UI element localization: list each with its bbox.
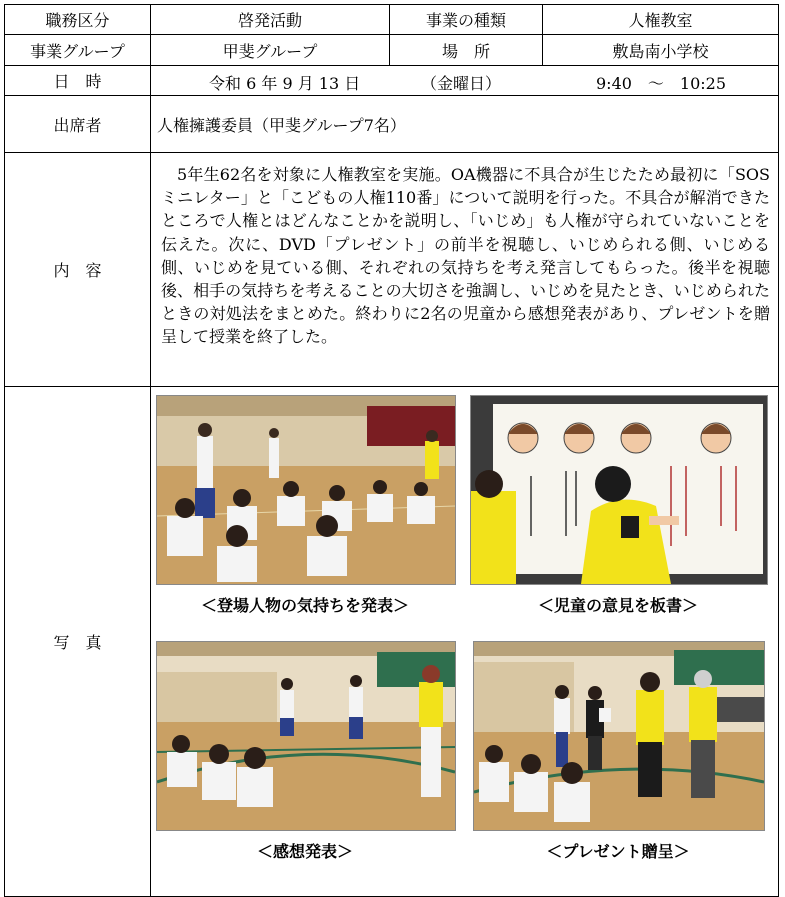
report-sheet [4,4,778,897]
date-value: 令和 6 年 9 月 13 日 [209,74,361,93]
photo-gift-presentation [473,641,765,831]
place-label: 場 所 [390,35,543,66]
datetime-cell [151,66,779,96]
photo-caption-4: ＜プレゼント贈呈＞ [546,842,690,861]
photo-caption-2: ＜児童の意見を板書＞ [537,596,698,615]
group-label: 事業グループ [5,35,151,66]
content-label: 内 容 [5,153,151,387]
category-label: 職務区分 [5,5,151,35]
type-label: 事業の種類 [390,5,543,35]
report-table [4,4,779,897]
content-text: 5年生62名を対象に人権教室を実施。OA機器に不具合が生じたため最初に「SOSミニレター」と「こどもの人権110番」について説明を行った。不具合が解消できたところで人権とはどんなことかを説明し、「いじめ」も人権が守られていないことを伝えた。次に、DVD「プレゼント」の前半を視聴し、いじめられる側、いじめる側、いじめを見ている側、それぞれの気持ちを考え発言してもらった。後半を視聴後、相手の気持ちを考えることの大切さを強調し、いじめを見たとき、いじめられたときの対処法をまとめた。終わりに2名の児童から感想発表があり、プレゼントを贈呈して授業を終了した。 [151,153,779,387]
photos-cell [151,387,779,897]
photo-students-presenting [156,395,456,585]
photo-impressions [156,641,456,831]
time-value: 9:40 ～ 10:25 [596,74,727,93]
group-value: 甲斐グループ [151,35,390,66]
type-value: 人権教室 [543,5,779,35]
photo-caption-3: ＜感想発表＞ [256,842,353,861]
category-value: 啓発活動 [151,5,390,35]
photos-label: 写 真 [5,387,151,897]
photo-caption-1: ＜登場人物の気持ちを発表＞ [200,596,409,615]
weekday-value: （金曜日） [421,74,502,93]
place-value: 敷島南小学校 [543,35,779,66]
attendees-value: 人権擁護委員（甲斐グループ7名） [151,96,779,153]
photo-board-writing [470,395,768,585]
datetime-label: 日 時 [5,66,151,96]
attendees-label: 出席者 [5,96,151,153]
